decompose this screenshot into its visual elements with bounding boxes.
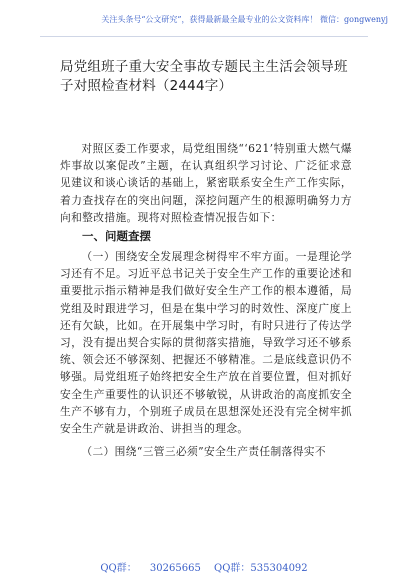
header-divider	[40, 36, 368, 37]
page-header-notice: 关注头条号“公文研究”，获得最新最全最专业的公文资料库！ 微信：gongwenyj	[101, 15, 388, 24]
intro-paragraph: 对照区委工作要求，局党组围绕“‘621’特别重大燃气爆炸事故以案促改”主题，在认真组织学习讨论、广泛征求意见建议和谈心谈话的基础上，紧密联系安全生产工作实际，着力查找存在的突出问题，深挖问题产生的根源明确努力方向和整改措施。现将对照检查情况报告如下：	[60, 142, 352, 224]
document-body	[60, 140, 352, 460]
paragraph-safety-concept: （一）围绕安全发展理念树得牢不牢方面。一是理论学习还有不足。习近平总书记关于安全生产工作的重要论述和重要批示指示精神是我们做好安全生产工作的根本遵循，局党组及时跟进学习，但是在集中学习的时效性、深度广度上还有欠缺，比如。在开展集中学习时，有时只进行了传达学习，没有提出契合实际的贯彻落实措施，导致学习还不够系统、领会还不够深刻、把握还不够精准。二是底线意识仍不够强。局党组班子始终把安全生产放在首要位置，但对抓好安全生产重要性的认识还不够敏锐，从讲政治的高度抓安全生产不够有力，个别班子成员在思想深处还没有完全树牢抓安全生产就是讲政治、讲担当的理念。	[60, 250, 352, 436]
section-heading-issues: 一、问题查摆	[82, 229, 151, 244]
document-title: 局党组班子重大安全事故专题民主生活会领导班子对照检查材料（2444字）	[60, 59, 348, 94]
paragraph-responsibility: （二）围绕“三管三必须”安全生产责任制落得实不	[81, 445, 326, 459]
page-footer-qq-groups: QQ群： 30265665 QQ群：535304092	[100, 563, 308, 574]
